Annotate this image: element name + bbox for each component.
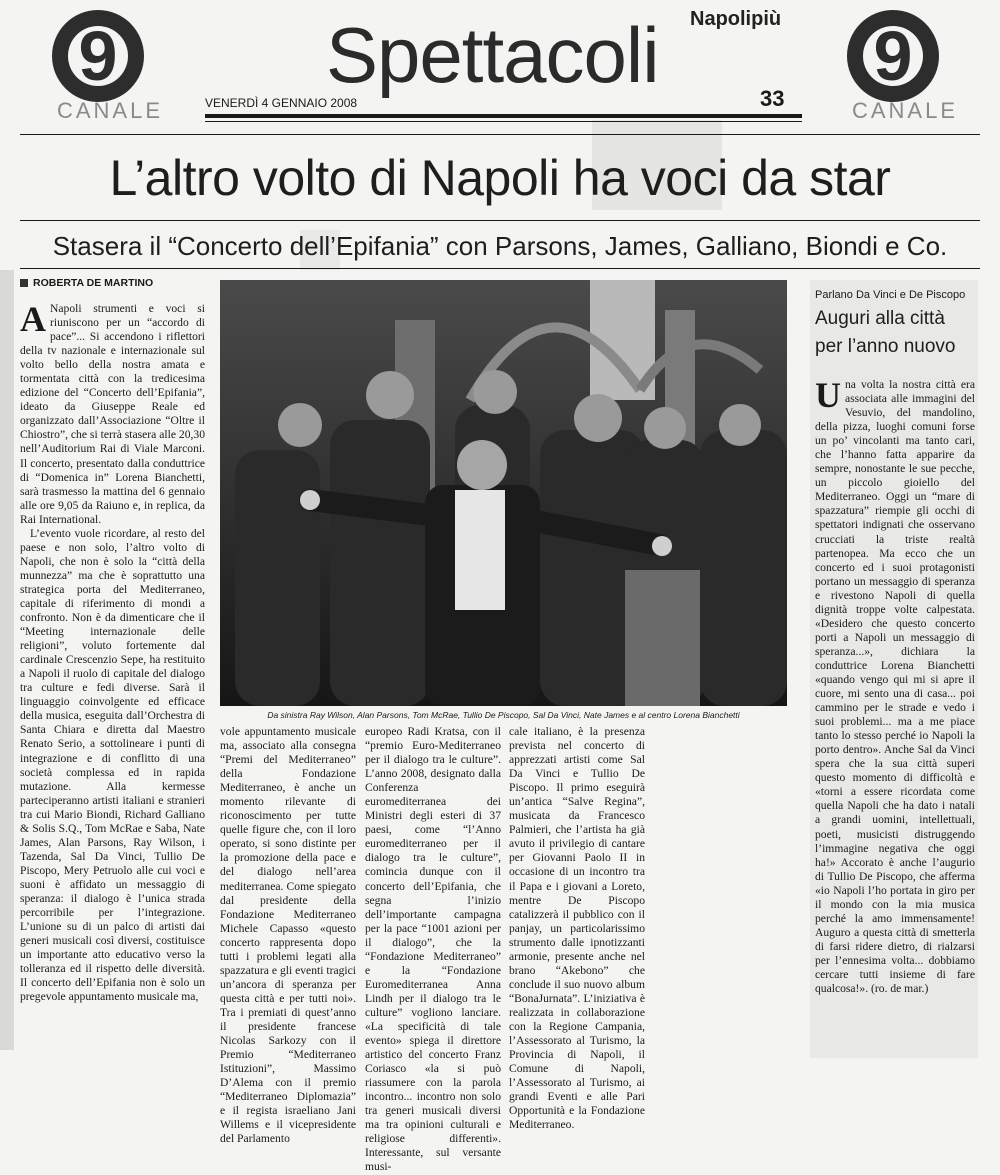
sidebar-title: Auguri alla città per l’anno nuovo bbox=[815, 308, 956, 357]
article-column-1 bbox=[20, 299, 205, 1058]
canale9-logo-left bbox=[30, 8, 190, 123]
page-number: 33 bbox=[760, 86, 785, 111]
sidebar-text bbox=[815, 375, 975, 1053]
subhead-rule bbox=[20, 268, 980, 269]
logo-word: CANALE bbox=[56, 98, 164, 123]
article-subheadline: Stasera il “Concerto dell’Epifania” con Parsons, James, Galliano, Biondi e Co. bbox=[52, 231, 948, 261]
header-rule-thick bbox=[205, 114, 802, 118]
logo-number: 9 bbox=[873, 17, 913, 95]
canale9-logo-right bbox=[825, 8, 985, 123]
sidebar-dropcap: U bbox=[815, 375, 841, 415]
header-rule-thin bbox=[205, 121, 802, 122]
adjacent-page-edge-left bbox=[0, 270, 14, 1050]
lead-text: Napoli strumenti e voci si riuniscono per un “accordo di pace”... Si accendono i riflettori della tv nazionale e internazionale sul volto bello della nostra amata e tormentata città con la tredicesima edizione del “Concerto dell’Epifania”, ideato da Giuseppe Reale ed organizzato dall’Associazione “Oltre il Chiostro”, che si terrà stasera alle 20,30 nell’Auditorium Rai di Viale Marconi. Il concerto, presentato dalla conduttrice di “Domenica in” Lorena Bianchetti, sarà trasmesso la mattina del 6 gennaio alle ore 9,05 da Raiuno e, in replica, da Rai International. bbox=[20, 302, 205, 526]
article-headline: L’altro volto di Napoli ha voci da star bbox=[109, 150, 891, 206]
byline-author: ROBERTA DE MARTINO bbox=[33, 277, 154, 289]
sidebar-body: na volta la nostra città era associata alle immagini del Vesuvio, del mandolino, della pizza, luoghi comuni forse un po’ vincolanti ma tanto cari, che l’hanno fatta apparire da sempre, nonostante le sue pecche, un piccolo gioiello del Mediterraneo. Oggi un “mare di spazzatura” riempie gli occhi di spettatori indignati che osservano crucciati la triste realtà partenopea. Ma ecco che un concerto ed i suoi protagonisti portano un messaggio di speranza e rivestono Napoli di quella dignità troppe volte calpestata. «Desidero che questo concerto porti a Napoli un messaggio di speranza...», dichiara la conduttrice Lorena Bianchetti «quando vengo qui mi si apre il cuore, mi sento una di casa... poi cammino per le strade e vedo i suoi problemi... ma a me piace tanto lo stesso perché io Napoli la porto dentro». Anche Sal da Vinci spera che la sua città superi questo momento di difficoltà e «torni a essere ricordata come quella Napoli che ha dato i natali a grandi uomini, intellettuali, poeti, musicisti distruggendo l’immagine negativa che oggi ha!» Accorato è anche l’augurio di Tullio De Piscopo, che afferma «io Napoli l’ho portata in giro per il mondo con la mia musica perché la amo immensamente! Auguro a questa città di smetterla di farsi ridere dietro, di rialzarsi per l’ennesima volta... dobbiamo cercare tutti insieme di fare qualcosa!». (ro. de mar.) bbox=[815, 378, 975, 996]
article-column-2: vole appuntamento musicale ma, associato alla consegna “Premi del Mediterraneo” della Fondazione Mediterraneo, è anche un momento rilevante di riconoscimento per tutte quelle figure che, con il loro operato, si sono distinte per la promozione della pace e del dialogo nell’area mediterranea. Come spiegato dal presidente della Fondazione Mediterraneo Michele Capasso «questo concerto rappresenta dopo tutti i problemi legati alla spazzatura e gli eventi tragici un’ancora di speranza per questa città e per tutti noi». Tra i premiati di quest’anno il presidente francese Nicolas Sarkozy con il Premio “Mediterraneo Istituzioni”, Massimo D’Alema con il premio “Mediterraneo Diplomazia” e il regista israeliano Jani Willems e il vicepresidente del Parlamento bbox=[220, 725, 356, 1146]
issue-date: VENERDÌ 4 GENNAIO 2008 bbox=[205, 96, 358, 110]
newspaper-brand: Napolipiù bbox=[690, 8, 782, 30]
column-1-paragraph-2: L’evento vuole ricordare, al resto del paese e non solo, l’altro volto di Napoli, che non è solo la “città della munnezza” ma che è soprattutto una strategica porta del Mediterraneo, capitale di riferimento di mondi a confronto. Non è da dimenticare che il “Meeting internazionale delle religioni”, voluto fortemente dal cardinale Crescenzio Sepe, ha restituito a Napoli il ruolo di capitale del dialogo tra culture e fedi diverse. Sarà il linguaggio coinvolgente ed efficace della musica, eseguita dall’Orchestra di Santa Chiara e diretta dal Maestro Renato Serio, a sottolineare i punti di integrazione e di conflitto di una società complessa ed in rapida mutazione. Alla kermesse parteciperanno artisti italiani e stranieri tra cui Mario Biondi, Richard Galliano & Solis S.Q., Tom McRae e Saba, Nate James, Alan Parsons, Ray Wilson, i Tazenda, Sal Da Vinci, Tullio De Piscopo, Mery Petruolo alle cui voci e suoni è affidato un messaggio di speranza: il dialogo è l’unica strada percorribile per l’integrazione. L’unione su di un palco di artisti dai generi musicali così diversi, costituisce un importante atto educativo verso la tolleranza ed il rispetto delle diversità. Il concerto dell’Epifania non è solo un pregevole appuntamento musicale ma, bbox=[20, 526, 205, 1004]
section-title: Spettacoli bbox=[326, 11, 659, 99]
logo-word: CANALE bbox=[851, 98, 959, 123]
dropcap: A bbox=[20, 299, 46, 339]
group-photo-illustration bbox=[220, 280, 787, 706]
article-column-4: cale italiano, è la presenza prevista nel concerto di apprezzati artisti come Sal Da Vinci e Tullio De Piscopo. Il primo eseguirà un’antica “Salve Regina”, musicata da Francesco Palmieri, che l’artista ha già avuto il privilegio di cantare per Giovanni Paolo II in occasione di un incontro tra il Papa e i giovani a Loreto, mentre De Piscopo catalizzerà il pubblico con il panjay, un particolarissimo strumento dalle ipnotizzanti armonie, presente anche nel brano “Akebono” che conclude il suo nuovo album “BonaJurnata”. L’iniziativa è realizzata in collaborazione con la Regione Campania, l’Assessorato al Turismo, la Provincia di Napoli, il Comune di Napoli, l’Assessorato al Turismo, ai grandi Eventi e alle Pari Opportunità e la Fondazione Mediterraneo. bbox=[509, 725, 645, 1132]
photo-caption: Da sinistra Ray Wilson, Alan Parsons, Tom McRae, Tullio De Piscopo, Sal Da Vinci, Nate James e al centro Lorena Bianchetti bbox=[267, 710, 740, 720]
logo-number: 9 bbox=[78, 17, 118, 95]
byline-square-icon bbox=[20, 279, 28, 287]
sidebar-paragraph bbox=[815, 375, 975, 996]
article-column-3: europeo Radi Kratsa, con il “premio Euro-Mediterraneo per il dialogo tra le culture”. L’anno 2008, designato dalla Conferenza euromediterranea dei Ministri degli esteri di 37 paesi, come “l’Anno euromediterraneo per il dialogo tra le culture”, comincia dunque con il concerto dell’Epifania, che segna l’inizio dell’importante campagna per la pace “1001 azioni per il dialogo”, che la “Fondazione Mediterraneo” e la “Fondazione Euromediterranea Anna Lindh per il dialogo tra le culture” vogliono lanciare. «La specificità di tale evento» spiega il direttore artistico del concerto Franz Coriasco «la si può riassumere con la parola incontro... incontro non solo tra generi musicali diversi ma tra opinioni culturali e religiose differenti». Interessante, sul versante musi- bbox=[365, 725, 501, 1174]
sidebar-kicker: Parlano Da Vinci e De Piscopo bbox=[815, 289, 966, 301]
article-photo bbox=[220, 280, 787, 706]
headline-rule-bottom bbox=[20, 220, 980, 221]
headline-rule-top bbox=[20, 134, 980, 135]
byline bbox=[20, 275, 210, 291]
column-1-lead bbox=[20, 299, 205, 527]
